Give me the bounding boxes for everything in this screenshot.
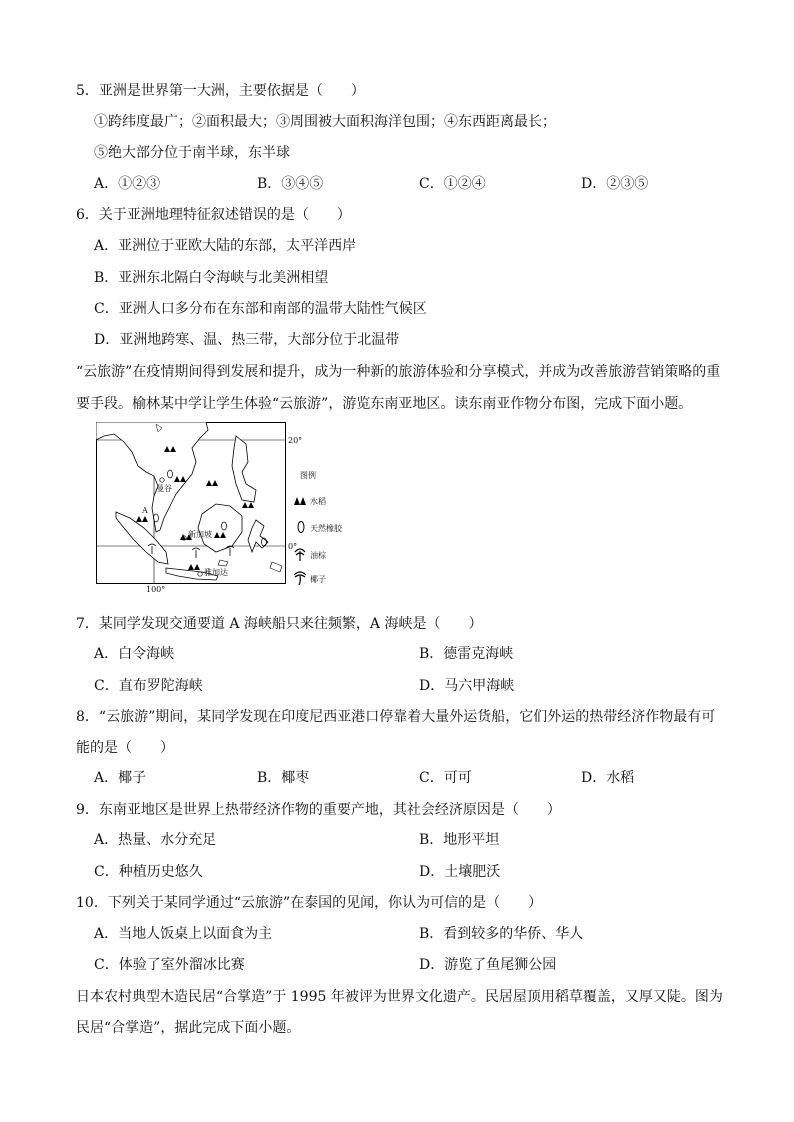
q5-option-b: B．③④⑤ [257,176,324,192]
rice-legend-icon [294,494,306,506]
q8-option-c: C．可可 [419,770,472,786]
q10-option-b: B．看到较多的华侨、华人 [419,926,584,942]
q7-option-c: C．直布罗陀海峡 [94,678,203,694]
q7-option-b: B．德雷克海峡 [419,646,514,662]
map-drawing [96,422,286,584]
lat-0-label: 0° [288,542,298,551]
q6-option-d: D．亚洲地跨寒、温、热三带，大部分位于北温带 [94,332,400,348]
oil-palm-legend-icon [294,547,306,561]
intro-paragraph-1-line-1: “云旅游”在疫情期间得到发展和提升，成为一种新的旅游体验和分享模式，并成为改善旅游营销策略的重 [76,364,721,380]
q10-option-a: A．当地人饭桌上以面食为主 [94,926,273,942]
q10-option-c: C．体验了室外溜冰比赛 [94,957,245,973]
q7-option-a: A．白令海峡 [94,646,175,662]
q5-option-a: A．①②③ [94,176,161,192]
legend-coconut-label: 椰子 [310,575,326,584]
q5-statement-line-1: ①跨纬度最广；②面积最大；③周围被大面积海洋包围；④东西距离最长； [94,114,556,130]
jakarta-label: 雅加达 [204,568,228,577]
intro-paragraph-2-line-1: 日本农村典型木造民居“合掌造”于 1995 年被评为世界文化遗产。民居屋顶用稻草覆盖，又厚又陡。图为 [76,989,723,1005]
q10-stem: 10．下列关于某同学通过“云旅游”在泰国的见闻，你认为可信的是（ ） [76,895,543,911]
rubber-legend-icon [296,520,306,534]
q5-statement-line-2: ⑤绝大部分位于南半球，东半球 [94,145,290,161]
q6-stem: 6．关于亚洲地理特征叙述错误的是（ ） [76,207,351,223]
q8-stem-line-1: 8．“云旅游”期间，某同学发现在印度尼西亚港口停靠着大量外运货船，它们外运的热带经济作物最有可 [76,709,716,725]
q9-option-b: B．地形平坦 [419,832,500,848]
q7-stem: 7．某同学发现交通要道 A 海峡船只来往频繁，A 海峡是（ ） [76,616,483,632]
q8-option-b: B．椰枣 [257,770,310,786]
q8-option-a: A．椰子 [94,770,147,786]
strait-a-label: A [142,506,148,515]
legend-title: 图例 [300,471,316,480]
q8-stem-line-2: 能的是（ ） [76,740,174,756]
q5-option-c: C．①②④ [419,176,486,192]
q5-option-d: D．②③⑤ [581,176,649,192]
southeast-asia-crop-map [96,422,303,594]
lat-20-label: 20° [288,436,303,445]
q6-option-a: A．亚洲位于亚欧大陆的东部，太平洋西岸 [94,238,357,254]
q9-option-c: C．种植历史悠久 [94,864,203,880]
singapore-label: 新加坡 [188,530,212,539]
intro-paragraph-2-line-2: 民居“合掌造”，据此完成下面小题。 [76,1020,301,1036]
coconut-legend-icon [294,571,306,585]
lon-100-label: 100° [146,585,166,594]
q6-option-b: B．亚洲东北隔白令海峡与北美洲相望 [94,270,329,286]
bangkok-label: 曼谷 [156,484,172,493]
q5-stem: 5．亚洲是世界第一大洲，主要依据是（ ） [76,83,365,99]
q6-option-c: C．亚洲人口多分布在东部和南部的温带大陆性气候区 [94,301,427,317]
q8-option-d: D．水稻 [581,770,635,786]
legend-rubber-label: 天然橡胶 [310,524,342,533]
intro-paragraph-1-line-2: 要手段。榆林某中学让学生体验“云旅游”，游览东南亚地区。读东南亚作物分布图，完成下面小题。 [76,396,693,412]
legend-oil-palm-label: 油棕 [310,551,326,560]
q9-option-d: D．土壤肥沃 [419,864,501,880]
q9-stem: 9．东南亚地区是世界上热带经济作物的重要产地，其社会经济原因是（ ） [76,802,561,818]
q7-option-d: D．马六甲海峡 [419,678,515,694]
q9-option-a: A．热量、水分充足 [94,832,217,848]
q10-option-d: D．游览了鱼尾狮公园 [419,957,557,973]
legend-rice-label: 水稻 [310,497,326,506]
